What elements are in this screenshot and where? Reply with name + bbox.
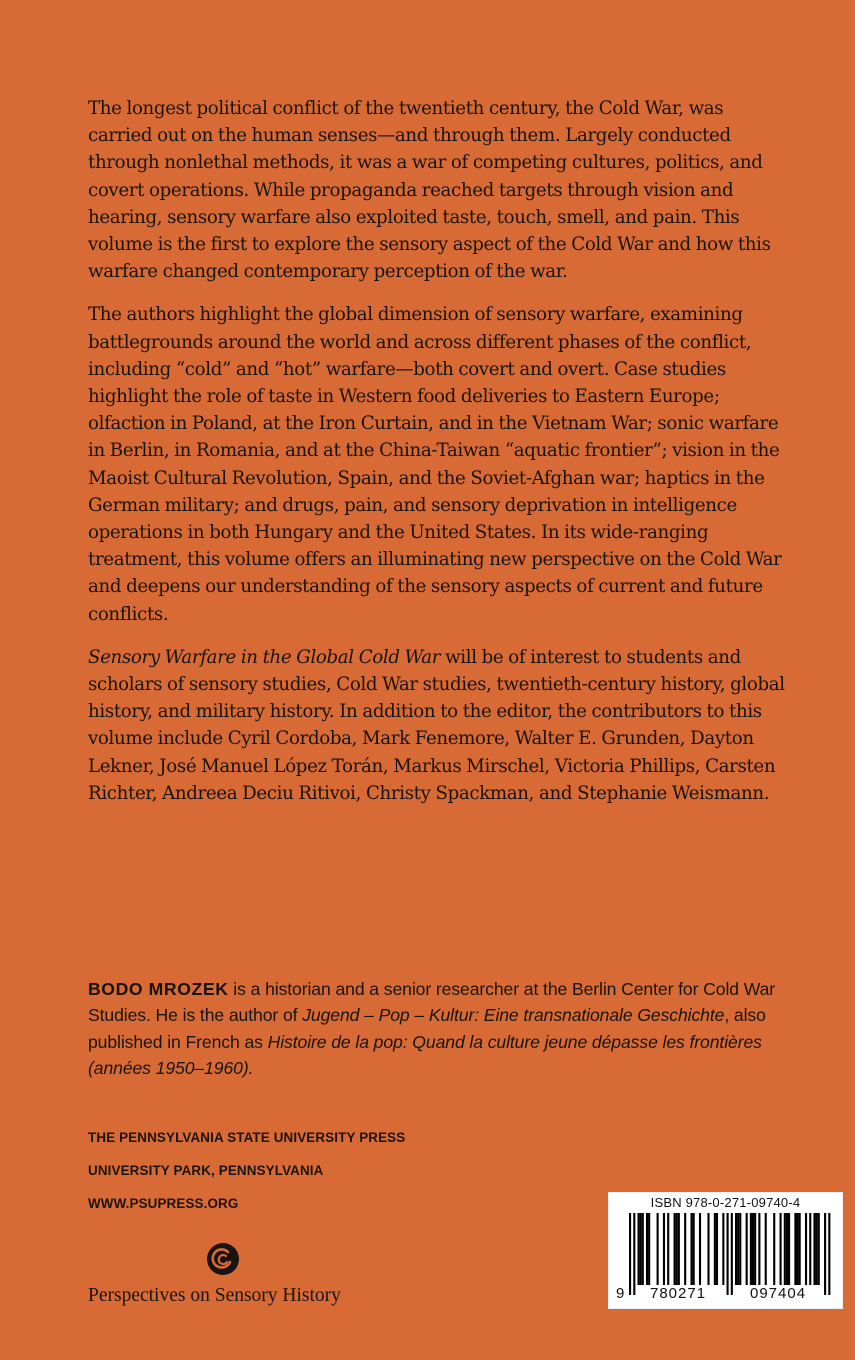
barcode-bar xyxy=(813,1213,815,1285)
barcode-bar xyxy=(699,1213,701,1285)
barcode-bar xyxy=(799,1213,801,1285)
author-bio xyxy=(88,976,808,1082)
series-logo-icon xyxy=(206,1242,240,1276)
barcode-bar xyxy=(716,1213,718,1285)
barcode-bar xyxy=(722,1213,724,1285)
barcode-bar xyxy=(684,1213,686,1285)
barcode-bar xyxy=(794,1213,796,1285)
author-book-title-2: Histoire de la pop: Quand la culture jeune dépasse les frontières (années 1950–1960). xyxy=(88,1031,762,1079)
barcode-bar xyxy=(678,1213,680,1285)
author-book-title-1: Jugend – Pop – Kultur: Eine transnationale Geschichte xyxy=(302,1005,725,1026)
barcode-bar xyxy=(784,1213,786,1285)
barcode-bar xyxy=(754,1213,756,1285)
barcode-bar xyxy=(714,1213,716,1285)
barcode-bar xyxy=(758,1213,760,1285)
barcode-guard-bar xyxy=(633,1213,635,1295)
barcode-bar xyxy=(809,1213,811,1285)
barcode-bar xyxy=(765,1213,767,1285)
barcode-bar xyxy=(752,1213,754,1285)
barcode-bar xyxy=(648,1213,650,1285)
barcode-bar xyxy=(642,1213,644,1285)
barcode-bar xyxy=(780,1213,782,1285)
barcode-digits-right: 097404 xyxy=(750,1285,807,1302)
barcode-bar xyxy=(640,1213,642,1285)
publisher-block xyxy=(88,1128,405,1227)
barcode-guard-bar xyxy=(731,1213,733,1295)
publisher-name: THE PENNSYLVANIA STATE UNIVERSITY PRESS xyxy=(88,1130,406,1145)
barcode-digits-left: 780271 xyxy=(650,1285,707,1302)
barcode-bar xyxy=(637,1213,639,1285)
publisher-location: UNIVERSITY PARK, PENNSYLVANIA xyxy=(88,1163,324,1178)
barcode-bar xyxy=(805,1213,807,1285)
barcode-guard-bar xyxy=(727,1213,729,1295)
author-bio-text-1: is a historian and a senior researcher at the Berlin Center for Cold War Studies. He is the author of xyxy=(88,979,776,1026)
barcode-bar xyxy=(750,1213,752,1285)
barcode-bar xyxy=(690,1213,692,1285)
barcode-digit-first: 9 xyxy=(616,1285,626,1302)
description-paragraph-3 xyxy=(88,644,788,807)
barcode-bar xyxy=(796,1213,798,1285)
barcode-bar xyxy=(676,1213,678,1285)
author-bio-text-2: , also published in French as xyxy=(88,1005,766,1052)
series-name: Perspectives on Sensory History xyxy=(88,1285,341,1306)
barcode-bars xyxy=(609,1193,844,1310)
barcode-bar xyxy=(693,1213,695,1285)
barcode-bar xyxy=(707,1213,709,1285)
barcode-bar xyxy=(657,1213,659,1285)
barcode-bar xyxy=(786,1213,788,1285)
book-title: Sensory Warfare in the Global Cold War xyxy=(88,646,441,668)
barcode-bar xyxy=(816,1213,818,1285)
isbn-barcode xyxy=(608,1192,843,1309)
barcode-guard-bar xyxy=(629,1213,631,1295)
barcode-bar xyxy=(818,1213,820,1285)
barcode-bar xyxy=(646,1213,648,1285)
back-cover-description xyxy=(88,95,788,823)
barcode-guard-bar xyxy=(828,1213,830,1295)
barcode-bar xyxy=(674,1213,676,1285)
barcode-bar xyxy=(667,1213,669,1285)
barcode-guard-bar xyxy=(824,1213,826,1295)
barcode-bar xyxy=(737,1213,739,1285)
barcode-bar xyxy=(739,1213,741,1285)
description-paragraph-3-text: will be of interest to students and scholars of sensory studies, Cold War studies, twentieth-century history, global history, and military history. In addition to the editor, the contributors to this volume include Cyril Cordoba, Mark Fenemore, Walter E. Grunden, Dayton Lekner, José Manuel López Torán, Markus Mirschel, Victoria Phillips, Carsten Richter, Andreea Deciu Ritivoi, Christy Spackman, and Stephanie Weismann. xyxy=(88,646,785,804)
barcode-bar xyxy=(788,1213,790,1285)
author-name: BODO MROZEK xyxy=(88,979,229,999)
barcode-bar xyxy=(735,1213,737,1285)
barcode-bar xyxy=(663,1213,665,1285)
barcode-bar xyxy=(773,1213,775,1285)
description-paragraph-1: The longest political conflict of the twentieth century, the Cold War, was carried out on the human senses—and through them. Largely conducted through nonlethal methods, it was a war of competing cultures, politics, and covert operations. While propaganda reached targets through vision and hearing, sensory warfare also exploited taste, touch, smell, and pain. This volume is the first to explore the sensory aspect of the Cold War and how this warfare changed contemporary perception of the war. xyxy=(88,98,771,283)
publisher-website: WWW.PSUPRESS.ORG xyxy=(88,1196,239,1211)
barcode-bar xyxy=(746,1213,748,1285)
isbn-label: ISBN 978-0-271-09740-4 xyxy=(650,1195,801,1210)
description-paragraph-2: The authors highlight the global dimension of sensory warfare, examining battlegrounds around the world and across different phases of the conflict, including “cold” and “hot” warfare—both covert and overt. Case studies highlight the role of taste in Western food deliveries to Eastern Europe; olfaction in Poland, at the Iron Curtain, and in the Vietnam War; sonic warfare in Berlin, in Romania, and at the China-Taiwan “aquatic frontier”; vision in the Maoist Cultural Revolution, Spain, and the Soviet-Afghan war; haptics in the German military; and drugs, pain, and sensory deprivation in intelligence operations in both Hungary and the United States. In its wide-ranging treatment, this volume offers an illuminating new perspective on the Cold War and deepens our understanding of the sensory aspects of current and future conflicts. xyxy=(88,304,782,625)
